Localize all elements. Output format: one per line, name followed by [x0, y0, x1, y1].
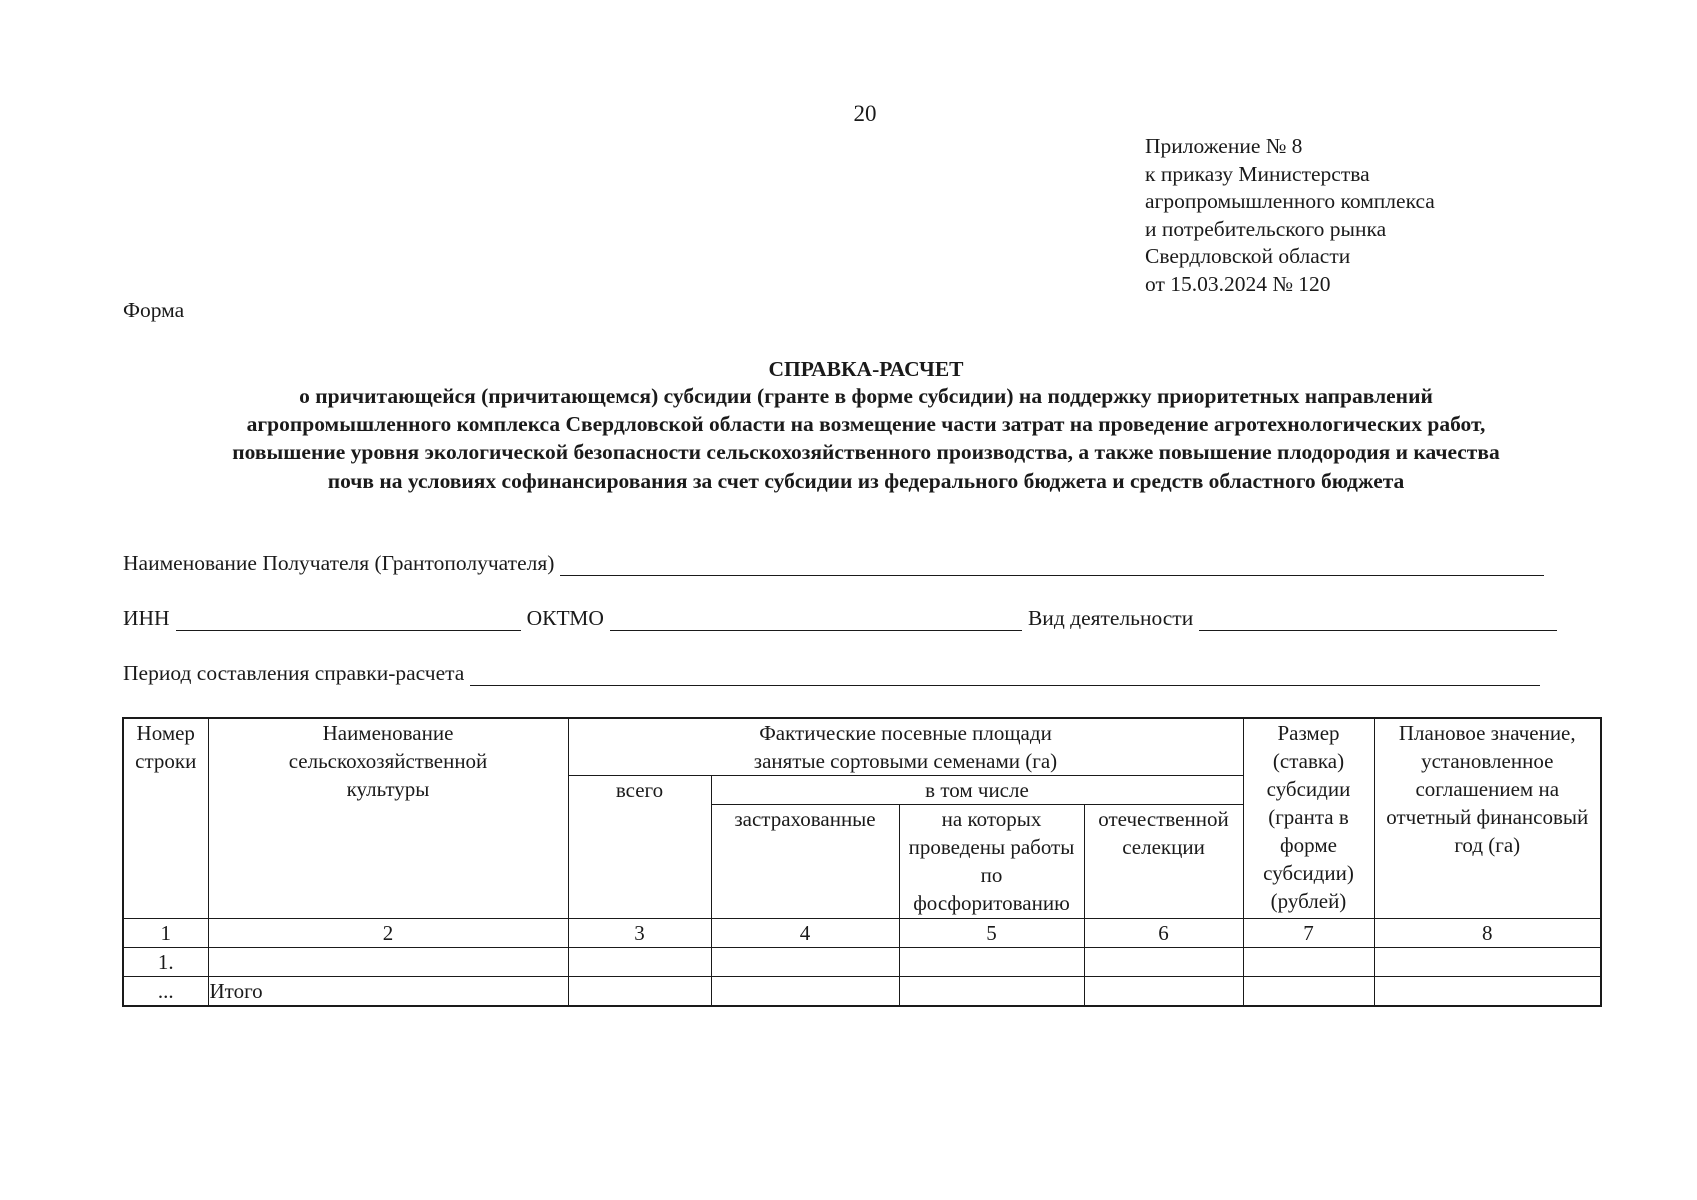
phosphorite-cell[interactable] [899, 948, 1084, 977]
oktmo-label: ОКТМО [526, 606, 604, 630]
header-actual-areas: Фактические посевные площади занятые сортовыми семенами (га) [568, 718, 1243, 776]
crop-name-cell[interactable] [208, 948, 568, 977]
table-row [123, 948, 1601, 977]
insured-cell[interactable] [711, 948, 899, 977]
inn-label: ИНН [123, 606, 170, 630]
header-total: всего [568, 776, 711, 919]
header-planned-value: Плановое значение, установленное соглашением на отчетный финансовый год (га) [1374, 718, 1601, 919]
insured-cell[interactable] [711, 977, 899, 1007]
form-label: Форма [123, 298, 185, 322]
total-cell[interactable] [568, 977, 711, 1007]
column-number: 5 [899, 919, 1084, 948]
column-numbers-row [123, 919, 1601, 948]
inn-oktmo-activity-row [123, 603, 1563, 631]
header-phosphorite: на которых проведены работы по фосфоритованию [899, 805, 1084, 919]
subtitle-line: агропромышленного комплекса Свердловской области на возмещение части затрат на проведение агротехнологических работ, [246, 412, 1486, 437]
header-including: в том числе [711, 776, 1243, 805]
header-domestic: отечественной селекции [1084, 805, 1243, 919]
crop-name-cell: Итого [208, 977, 568, 1007]
planned-value-cell[interactable] [1374, 948, 1601, 977]
total-cell[interactable] [568, 948, 711, 977]
subsidy-calculation-table [122, 717, 1602, 1007]
header-insured: застрахованные [711, 805, 899, 919]
column-number: 8 [1374, 919, 1601, 948]
domestic-cell[interactable] [1084, 948, 1243, 977]
phosphorite-cell[interactable] [899, 977, 1084, 1007]
table-row-total [123, 977, 1601, 1007]
recipient-label: Наименование Получателя (Грантополучателя) [123, 551, 555, 575]
column-number: 7 [1243, 919, 1374, 948]
appendix-line: Свердловской области [1145, 244, 1351, 268]
column-number: 4 [711, 919, 899, 948]
appendix-line: от 15.03.2024 № 120 [1145, 271, 1331, 296]
subsidy-rate-cell[interactable] [1243, 977, 1374, 1007]
row-number-cell: ... [123, 977, 208, 1007]
recipient-input-line[interactable] [560, 553, 1544, 576]
subtitle-line: повышение уровня экологической безопасности сельскохозяйственного производства, а также повышение плодородия и качества [232, 440, 1500, 465]
inn-input-line[interactable] [176, 608, 521, 631]
document-subtitle [120, 382, 1612, 495]
header-crop-name: Наименование сельскохозяйственной культуры [208, 718, 568, 919]
activity-label: Вид деятельности [1027, 606, 1194, 630]
period-label: Период составления справки-расчета [123, 661, 465, 685]
page-number: 20 [853, 101, 877, 126]
appendix-line: и потребительского рынка [1145, 216, 1387, 241]
activity-input-line[interactable] [1199, 608, 1557, 631]
appendix-line: к приказу Министерства [1145, 161, 1370, 186]
header-subsidy-rate: Размер (ставка) субсидии (гранта в форме субсидии) (рублей) [1243, 718, 1374, 919]
appendix-block [1145, 133, 1435, 298]
period-input-line[interactable] [470, 663, 1540, 686]
column-number: 2 [208, 919, 568, 948]
period-field-row [123, 658, 1546, 686]
oktmo-input-line[interactable] [610, 608, 1022, 631]
subtitle-line: почв на условиях софинансирования за счет субсидии из федерального бюджета и средств областного бюджета [327, 468, 1405, 493]
column-number: 6 [1084, 919, 1243, 948]
appendix-line: Приложение № 8 [1145, 134, 1303, 158]
row-number-cell: 1. [123, 948, 208, 977]
header-row-number: Номер строки [123, 718, 208, 919]
column-number: 1 [123, 919, 208, 948]
appendix-line: агропромышленного комплекса [1145, 189, 1435, 213]
domestic-cell[interactable] [1084, 977, 1243, 1007]
planned-value-cell[interactable] [1374, 977, 1601, 1007]
subtitle-line: о причитающейся (причитающемся) субсидии (гранте в форме субсидии) на поддержку приоритетных направлений [299, 384, 1433, 408]
recipient-field-row [123, 548, 1550, 576]
column-number: 3 [568, 919, 711, 948]
subsidy-rate-cell[interactable] [1243, 948, 1374, 977]
document-title: СПРАВКА-РАСЧЕТ [768, 357, 964, 381]
